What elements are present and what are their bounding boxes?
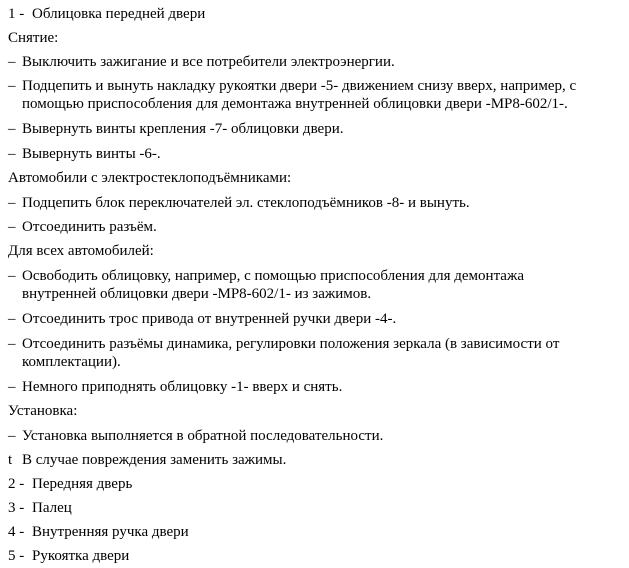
step-text: Выключить зажигание и все потребители электроэнергии.	[22, 54, 395, 70]
step-text: Отсоединить разъёмы динамика, регулировки положения зеркала (в зависимости от	[22, 336, 560, 352]
dash-marker: –	[8, 311, 16, 327]
step-text-continued: внутренней облицовки двери -MP8-602/1- из зажимов.	[22, 286, 372, 302]
step-text-continued: помощью приспособления для демонтажа внутренней облицовки двери -MP8-602/1-.	[22, 96, 568, 112]
step-text: Вывернуть винты -6-.	[22, 146, 161, 162]
legend-item	[8, 523, 189, 541]
list-item	[8, 218, 157, 236]
legend-item	[8, 475, 132, 493]
dash-marker: –	[8, 268, 16, 284]
section-heading-removal: Снятие:	[8, 30, 59, 46]
list-item	[8, 378, 342, 396]
list-item	[8, 145, 161, 163]
item-number: 5 -	[8, 548, 25, 564]
item-number: 4 -	[8, 524, 25, 540]
step-text: Отсоединить трос привода от внутренней ручки двери -4-.	[22, 311, 397, 327]
section-heading-installation: Установка:	[8, 403, 78, 419]
list-item	[8, 194, 470, 212]
list-item	[8, 53, 395, 71]
dash-marker: –	[8, 78, 16, 94]
list-item	[8, 267, 524, 285]
step-text: Отсоединить разъём.	[22, 219, 157, 235]
item-number: 2 -	[8, 476, 25, 492]
dash-marker: –	[8, 146, 16, 162]
dash-marker: –	[8, 336, 16, 352]
section-heading-electric-windows: Автомобили с электростеклоподъёмниками:	[8, 170, 292, 186]
document-title	[8, 5, 205, 23]
dash-marker: –	[8, 195, 16, 211]
legend-text: Внутренняя ручка двери	[32, 524, 189, 540]
dash-marker: –	[8, 379, 16, 395]
section-heading-all-vehicles: Для всех автомобилей:	[8, 243, 154, 259]
legend-text: Палец	[32, 500, 72, 516]
list-item	[8, 335, 559, 353]
dash-marker: –	[8, 121, 16, 137]
step-text: Вывернуть винты крепления -7- облицовки двери.	[22, 121, 344, 137]
legend-text: Рукоятка двери	[32, 548, 130, 564]
list-item	[8, 310, 396, 328]
note-text: В случае повреждения заменить зажимы.	[22, 452, 287, 468]
legend-item	[8, 547, 129, 565]
item-number: 1 -	[8, 6, 25, 22]
step-text: Подцепить блок переключателей эл. стеклоподъёмников -8- и вынуть.	[22, 195, 470, 211]
step-text: Установка выполняется в обратной последовательности.	[22, 428, 384, 444]
note	[8, 451, 286, 469]
title-text: Облицовка передней двери	[32, 6, 206, 22]
legend-text: Передняя дверь	[32, 476, 133, 492]
note-marker: t	[8, 452, 13, 468]
list-item	[8, 77, 576, 95]
list-item	[8, 427, 383, 445]
step-text-continued: комплектации).	[22, 354, 121, 370]
dash-marker: –	[8, 428, 16, 444]
legend-item	[8, 499, 72, 517]
item-number: 3 -	[8, 500, 25, 516]
list-item	[8, 120, 344, 138]
dash-marker: –	[8, 219, 16, 235]
dash-marker: –	[8, 54, 16, 70]
step-text: Подцепить и вынуть накладку рукоятки двери -5- движением снизу вверх, например, с	[22, 78, 577, 94]
step-text: Освободить облицовку, например, с помощью приспособления для демонтажа	[22, 268, 524, 284]
step-text: Немного приподнять облицовку -1- вверх и снять.	[22, 379, 343, 395]
